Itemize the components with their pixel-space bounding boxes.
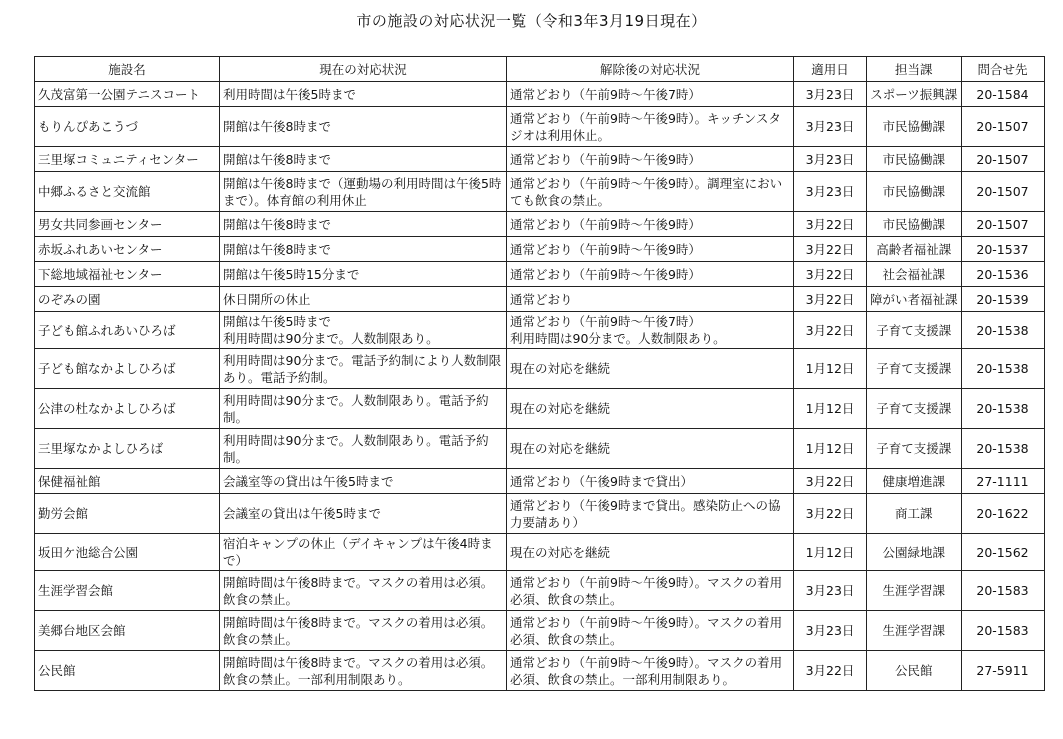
after-status-cell: 通常どおり（午前9時〜午後9時） xyxy=(507,262,794,287)
after-status-cell: 通常どおり（午後9時まで貸出） xyxy=(507,469,794,494)
table-row xyxy=(35,82,1045,107)
after-status-cell: 通常どおり（午後9時まで貸出。感染防止への協力要請あり） xyxy=(507,494,794,534)
department-cell: 健康増進課 xyxy=(867,469,962,494)
current-status-cell: 利用時間は90分まで。電話予約制により人数制限あり。電話予約制。 xyxy=(220,349,507,389)
facility-name-cell: 勤労会館 xyxy=(35,494,220,534)
current-status-cell: 開館は午後8時まで xyxy=(220,237,507,262)
department-cell: 公民館 xyxy=(867,651,962,691)
header-current-status: 現在の対応状況 xyxy=(220,57,507,82)
after-status-cell: 通常どおり（午前9時〜午後9時）。調理室においても飲食の禁止。 xyxy=(507,172,794,212)
department-cell: スポーツ振興課 xyxy=(867,82,962,107)
current-status-cell: 会議室等の貸出は午後5時まで xyxy=(220,469,507,494)
apply-date-cell: 3月23日 xyxy=(794,107,867,147)
current-status-cell: 宿泊キャンプの休止（デイキャンプは午後4時まで） xyxy=(220,534,507,571)
facility-name-cell: 坂田ケ池総合公園 xyxy=(35,534,220,571)
contact-cell: 20-1538 xyxy=(961,349,1044,389)
contact-cell: 20-1507 xyxy=(961,172,1044,212)
facility-status-table xyxy=(34,56,1045,691)
apply-date-cell: 3月22日 xyxy=(794,212,867,237)
facility-name-cell: 三里塚なかよしひろば xyxy=(35,429,220,469)
contact-cell: 20-1538 xyxy=(961,429,1044,469)
current-status-cell: 会議室の貸出は午後5時まで xyxy=(220,494,507,534)
apply-date-cell: 3月23日 xyxy=(794,571,867,611)
department-cell: 社会福祉課 xyxy=(867,262,962,287)
header-apply-date: 適用日 xyxy=(794,57,867,82)
apply-date-cell: 3月23日 xyxy=(794,147,867,172)
department-cell: 子育て支援課 xyxy=(867,429,962,469)
after-status-cell: 通常どおり xyxy=(507,287,794,312)
apply-date-cell: 1月12日 xyxy=(794,389,867,429)
apply-date-cell: 3月22日 xyxy=(794,469,867,494)
contact-cell: 20-1538 xyxy=(961,389,1044,429)
table-row xyxy=(35,262,1045,287)
table-row xyxy=(35,312,1045,349)
department-cell: 生涯学習課 xyxy=(867,571,962,611)
table-row xyxy=(35,237,1045,262)
after-status-cell: 通常どおり（午前9時〜午後9時）。マスクの着用必須、飲食の禁止。 xyxy=(507,611,794,651)
table-header-row xyxy=(35,57,1045,82)
table-row xyxy=(35,172,1045,212)
contact-cell: 20-1507 xyxy=(961,212,1044,237)
table-row xyxy=(35,534,1045,571)
table-row xyxy=(35,571,1045,611)
department-cell: 市民協働課 xyxy=(867,107,962,147)
table-row xyxy=(35,349,1045,389)
apply-date-cell: 3月22日 xyxy=(794,237,867,262)
facility-name-cell: 公民館 xyxy=(35,651,220,691)
table-row xyxy=(35,429,1045,469)
after-status-cell: 通常どおり（午前9時〜午後9時） xyxy=(507,237,794,262)
facility-name-cell: 美郷台地区会館 xyxy=(35,611,220,651)
contact-cell: 20-1536 xyxy=(961,262,1044,287)
current-status-cell: 利用時間は90分まで。人数制限あり。電話予約制。 xyxy=(220,389,507,429)
contact-cell: 27-1111 xyxy=(961,469,1044,494)
after-status-cell: 通常どおり（午前9時〜午後9時） xyxy=(507,147,794,172)
after-status-cell: 通常どおり（午前9時〜午後7時） 利用時間は90分まで。人数制限あり。 xyxy=(507,312,794,349)
header-contact: 問合せ先 xyxy=(961,57,1044,82)
facility-name-cell: 子ども館なかよしひろば xyxy=(35,349,220,389)
current-status-cell: 利用時間は90分まで。人数制限あり。電話予約制。 xyxy=(220,429,507,469)
apply-date-cell: 1月12日 xyxy=(794,349,867,389)
facility-name-cell: のぞみの園 xyxy=(35,287,220,312)
header-after-status: 解除後の対応状況 xyxy=(507,57,794,82)
apply-date-cell: 1月12日 xyxy=(794,429,867,469)
table-row xyxy=(35,494,1045,534)
contact-cell: 20-1562 xyxy=(961,534,1044,571)
apply-date-cell: 3月23日 xyxy=(794,172,867,212)
after-status-cell: 通常どおり（午前9時〜午後9時） xyxy=(507,212,794,237)
current-status-cell: 休日開所の休止 xyxy=(220,287,507,312)
after-status-cell: 現在の対応を継続 xyxy=(507,349,794,389)
table-row xyxy=(35,287,1045,312)
apply-date-cell: 3月22日 xyxy=(794,262,867,287)
department-cell: 市民協働課 xyxy=(867,172,962,212)
table-row xyxy=(35,212,1045,237)
current-status-cell: 開館時間は午後8時まで。マスクの着用は必須。飲食の禁止。 xyxy=(220,611,507,651)
current-status-cell: 開館は午後8時まで xyxy=(220,212,507,237)
table-row xyxy=(35,651,1045,691)
apply-date-cell: 3月22日 xyxy=(794,312,867,349)
contact-cell: 20-1622 xyxy=(961,494,1044,534)
facility-name-cell: 保健福祉館 xyxy=(35,469,220,494)
contact-cell: 20-1507 xyxy=(961,107,1044,147)
apply-date-cell: 3月22日 xyxy=(794,287,867,312)
header-facility-name: 施設名 xyxy=(35,57,220,82)
department-cell: 高齢者福祉課 xyxy=(867,237,962,262)
contact-cell: 20-1583 xyxy=(961,571,1044,611)
after-status-cell: 現在の対応を継続 xyxy=(507,534,794,571)
facility-name-cell: もりんぴあこうづ xyxy=(35,107,220,147)
facility-name-cell: 子ども館ふれあいひろば xyxy=(35,312,220,349)
table-row xyxy=(35,107,1045,147)
apply-date-cell: 3月22日 xyxy=(794,494,867,534)
department-cell: 市民協働課 xyxy=(867,212,962,237)
facility-name-cell: 公津の杜なかよしひろば xyxy=(35,389,220,429)
facility-name-cell: 三里塚コミュニティセンター xyxy=(35,147,220,172)
current-status-cell: 開館時間は午後8時まで。マスクの着用は必須。飲食の禁止。一部利用制限あり。 xyxy=(220,651,507,691)
contact-cell: 20-1539 xyxy=(961,287,1044,312)
after-status-cell: 通常どおり（午前9時〜午後9時）。キッチンスタジオは利用休止。 xyxy=(507,107,794,147)
facility-name-cell: 下総地域福祉センター xyxy=(35,262,220,287)
department-cell: 市民協働課 xyxy=(867,147,962,172)
department-cell: 障がい者福祉課 xyxy=(867,287,962,312)
department-cell: 公園緑地課 xyxy=(867,534,962,571)
header-department: 担当課 xyxy=(867,57,962,82)
table-row xyxy=(35,611,1045,651)
contact-cell: 20-1507 xyxy=(961,147,1044,172)
contact-cell: 20-1538 xyxy=(961,312,1044,349)
after-status-cell: 現在の対応を継続 xyxy=(507,389,794,429)
facility-name-cell: 生涯学習会館 xyxy=(35,571,220,611)
current-status-cell: 開館は午後8時まで xyxy=(220,147,507,172)
apply-date-cell: 1月12日 xyxy=(794,534,867,571)
after-status-cell: 通常どおり（午前9時〜午後7時） xyxy=(507,82,794,107)
table-row xyxy=(35,469,1045,494)
facility-name-cell: 久茂富第一公園テニスコート xyxy=(35,82,220,107)
after-status-cell: 通常どおり（午前9時〜午後9時）。マスクの着用必須、飲食の禁止。 xyxy=(507,571,794,611)
after-status-cell: 通常どおり（午前9時〜午後9時）。マスクの着用必須、飲食の禁止。一部利用制限あり。 xyxy=(507,651,794,691)
current-status-cell: 開館は午後5時まで 利用時間は90分まで。人数制限あり。 xyxy=(220,312,507,349)
current-status-cell: 開館は午後8時まで xyxy=(220,107,507,147)
contact-cell: 20-1583 xyxy=(961,611,1044,651)
department-cell: 子育て支援課 xyxy=(867,312,962,349)
department-cell: 商工課 xyxy=(867,494,962,534)
current-status-cell: 開館は午後8時まで（運動場の利用時間は午後5時まで）。体育館の利用休止 xyxy=(220,172,507,212)
current-status-cell: 開館時間は午後8時まで。マスクの着用は必須。飲食の禁止。 xyxy=(220,571,507,611)
contact-cell: 20-1537 xyxy=(961,237,1044,262)
table-row xyxy=(35,147,1045,172)
apply-date-cell: 3月23日 xyxy=(794,611,867,651)
facility-name-cell: 男女共同参画センター xyxy=(35,212,220,237)
department-cell: 生涯学習課 xyxy=(867,611,962,651)
table-row xyxy=(35,389,1045,429)
department-cell: 子育て支援課 xyxy=(867,389,962,429)
facility-name-cell: 赤坂ふれあいセンター xyxy=(35,237,220,262)
after-status-cell: 現在の対応を継続 xyxy=(507,429,794,469)
page-title: 市の施設の対応状況一覧（令和3年3月19日現在） xyxy=(356,12,707,30)
current-status-cell: 利用時間は午後5時まで xyxy=(220,82,507,107)
department-cell: 子育て支援課 xyxy=(867,349,962,389)
contact-cell: 20-1584 xyxy=(961,82,1044,107)
contact-cell: 27-5911 xyxy=(961,651,1044,691)
facility-name-cell: 中郷ふるさと交流館 xyxy=(35,172,220,212)
apply-date-cell: 3月22日 xyxy=(794,651,867,691)
current-status-cell: 開館は午後5時15分まで xyxy=(220,262,507,287)
apply-date-cell: 3月23日 xyxy=(794,82,867,107)
